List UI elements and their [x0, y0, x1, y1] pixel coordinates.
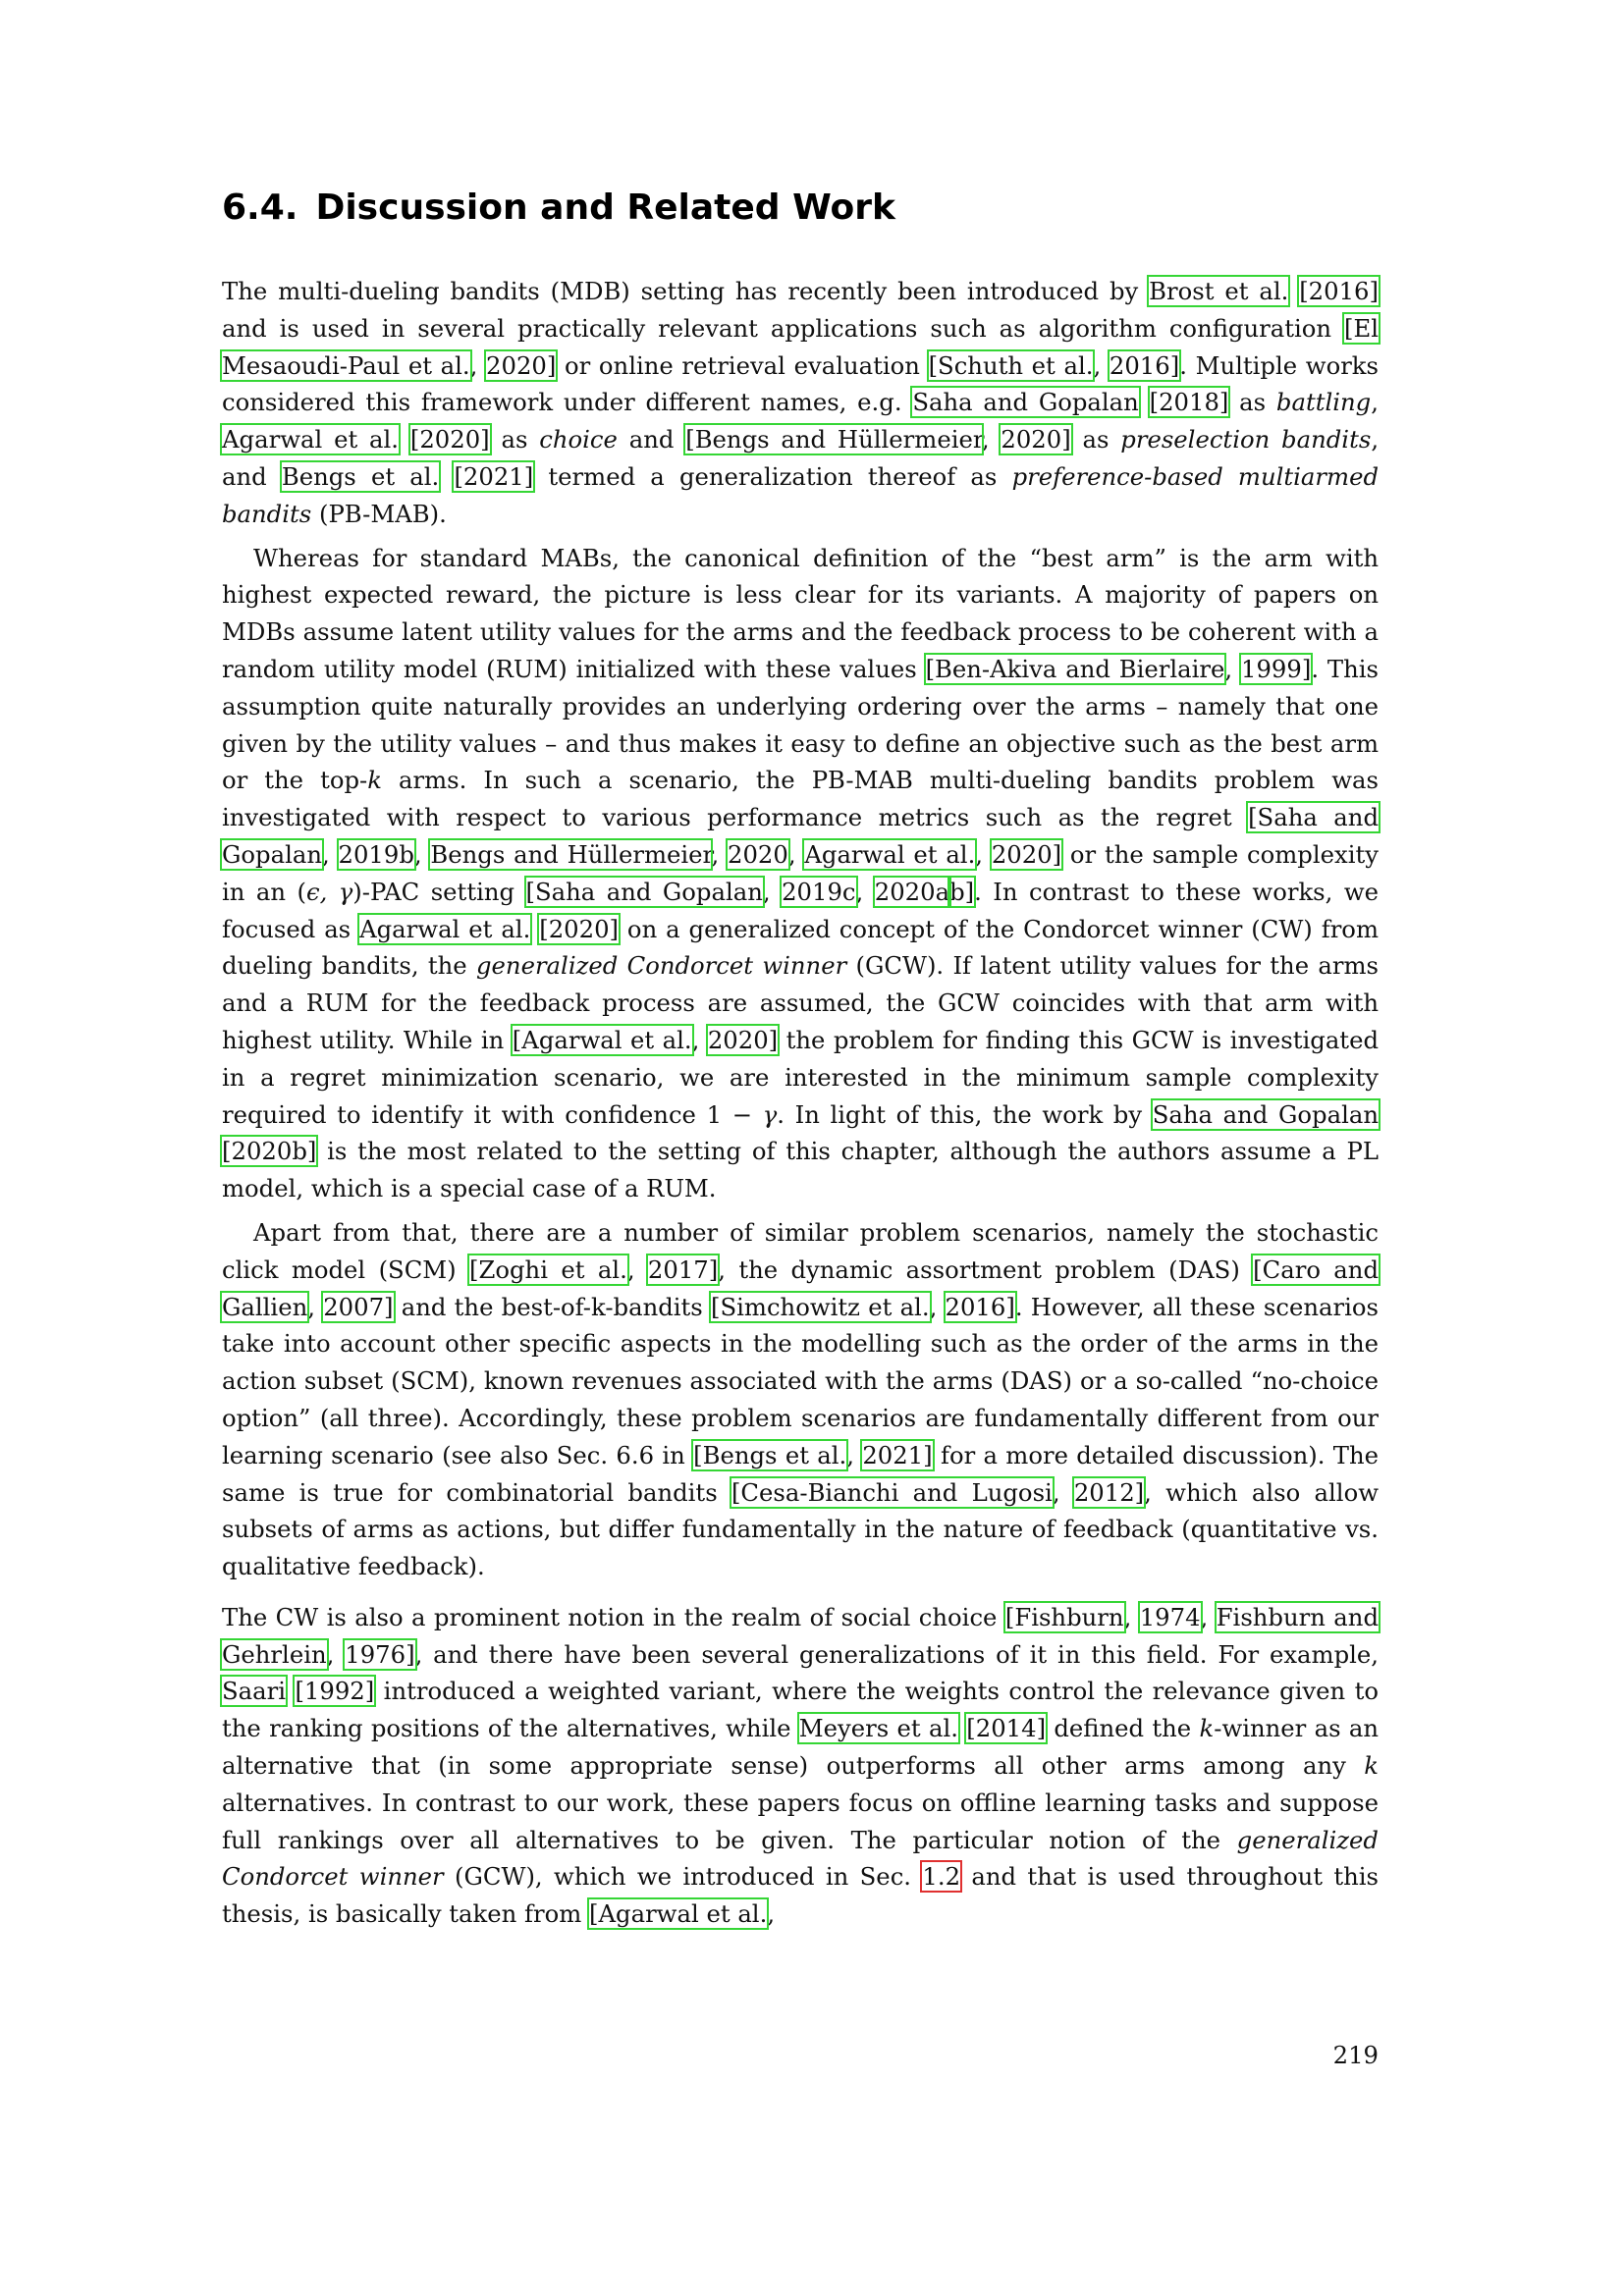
- text-run: alternatives. In contrast to our work, these papers focus on offline learning tasks and suppose full rankings over all alternatives to be given. The particular notion of the: [222, 1788, 1379, 1854]
- citation-link[interactable]: Bengs and Hüllermeier: [430, 839, 712, 869]
- text-run: [1139, 388, 1150, 416]
- citation-link[interactable]: 2020]: [707, 1025, 779, 1054]
- citation-link[interactable]: [Bengs et al.: [693, 1440, 847, 1469]
- citation-link[interactable]: Agarwal et al.: [222, 425, 400, 454]
- text-run: Whereas for standard MABs, the canonical definition of the “best arm” is the arm with highest expected reward, the picture is less clear for its variants. A majority of papers on MDBs assume latent utility values for the arms and the feedback process to be coherent with a random utility model (RUM) initialized with these values: [222, 543, 1379, 683]
- emphasis-text: generalized Condorcet winner: [222, 1825, 1379, 1892]
- citation-link[interactable]: 2021]: [862, 1440, 933, 1469]
- text-run: . However, all these scenarios take into account other specific aspects in the modelling such as the order of the arms in the action subset (SCM), known revenues associated with the arms (DAS) or a so-called “no-choice option” (all three). Accordingly, these problem scenarios are fundamentally different from our learning scenario (see also Sec. 6.6 in: [222, 1292, 1379, 1469]
- citation-link[interactable]: [2020]: [409, 425, 490, 454]
- text-run: The multi-dueling bandits (MDB) setting has recently been introduced by: [222, 277, 1150, 305]
- text-run: [399, 425, 410, 454]
- text-run: termed a generalization thereof as: [533, 461, 1012, 491]
- text-run: . In light of this, the work by: [777, 1099, 1153, 1129]
- emphasis-text: ϵ, γ: [305, 877, 353, 906]
- citation-link[interactable]: Saari: [222, 1677, 287, 1706]
- emphasis-text: γ: [762, 1099, 778, 1129]
- text-run: or online retrieval evaluation: [556, 350, 929, 380]
- text-run: , which also allow subsets of arms as actions, but differ fundamentally in the nature of feedback (quantitative vs. qualitative feedback).: [222, 1477, 1379, 1581]
- text-run: as: [1070, 425, 1121, 454]
- emphasis-text: preference-based multiarmed bandits: [222, 461, 1379, 528]
- citation-link[interactable]: 2016]: [1109, 350, 1180, 380]
- section-number: 6.4.: [222, 187, 298, 228]
- citation-link[interactable]: [1992]: [295, 1677, 375, 1706]
- text-run: ,: [413, 839, 431, 869]
- citation-link[interactable]: 2020: [727, 839, 788, 869]
- text-run: [1288, 277, 1299, 305]
- citation-link[interactable]: 2017]: [647, 1255, 719, 1284]
- text-run: ,: [929, 1292, 946, 1321]
- emphasis-text: choice: [539, 425, 618, 454]
- text-run: ,: [626, 1255, 648, 1284]
- emphasis-text: generalized Condorcet winner: [475, 951, 847, 981]
- text-run: Apart from that, there are a number of similar problem scenarios, namely the stochastic click model (SCM): [222, 1217, 1379, 1284]
- text-run: ,: [326, 1639, 346, 1669]
- text-run: ,: [1200, 1602, 1217, 1631]
- text-run: the problem for finding this GCW is investigated in a regret minimization scenario, we are interested in the minimum sample complexity required to identify it with confidence 1 −: [222, 1025, 1379, 1129]
- citation-link[interactable]: 2019c: [782, 877, 856, 906]
- emphasis-text: k: [367, 766, 382, 795]
- citation-link[interactable]: Agarwal et al.: [804, 839, 976, 869]
- text-run: -winner as an alternative that (in some appropriate sense) outperforms all other arms among any: [222, 1714, 1379, 1781]
- text-run: ,: [1093, 350, 1110, 380]
- citation-link[interactable]: [El Mesaoudi-Paul et al.: [222, 313, 1379, 380]
- citation-link[interactable]: [Saha and Gopalan: [222, 803, 1379, 869]
- citation-link[interactable]: 2012]: [1073, 1477, 1145, 1507]
- text-run: on a generalized concept of the Condorcet winner (CW) from dueling bandits, the: [222, 914, 1379, 981]
- text-run: , and: [222, 425, 1380, 491]
- text-run: ,: [975, 839, 992, 869]
- citation-link[interactable]: [Caro and Gallien: [222, 1255, 1379, 1321]
- text-run: as: [489, 425, 540, 454]
- emphasis-text: k: [1199, 1714, 1215, 1743]
- citation-link[interactable]: 1974: [1139, 1602, 1201, 1631]
- citation-link[interactable]: Saha and Gopalan: [912, 388, 1139, 417]
- citation-link[interactable]: [2014]: [966, 1714, 1047, 1743]
- text-run: . In contrast to these works, we focused as: [222, 877, 1380, 943]
- text-run: (GCW). If latent utility values for the arms and a RUM for the feedback process are assumed, the GCW coincides with that arm with highest utility. While in: [222, 951, 1379, 1054]
- text-run: arms. In such a scenario, the PB-MAB multi-dueling bandits problem was investigated with respect to various performance metrics such as the regret: [222, 766, 1380, 832]
- text-run: for a more detailed discussion). The same is true for combinatorial bandits: [222, 1440, 1380, 1507]
- citation-link[interactable]: [2018]: [1149, 388, 1229, 417]
- citation-link[interactable]: [2020b]: [222, 1137, 317, 1166]
- citation-link[interactable]: b]: [949, 877, 975, 906]
- citation-link[interactable]: [Cesa-Bianchi and Lugosi: [731, 1477, 1053, 1507]
- citation-link[interactable]: [Fishburn: [1004, 1602, 1124, 1631]
- paragraph-1: [222, 273, 1379, 533]
- citation-link[interactable]: [Agarwal et al.: [589, 1899, 768, 1929]
- citation-link[interactable]: Brost et al.: [1149, 277, 1289, 305]
- text-run: ,: [787, 839, 805, 869]
- citation-link[interactable]: [Ben-Akiva and Bierlaire: [925, 654, 1225, 683]
- section-reference-link[interactable]: 1.2: [922, 1862, 961, 1892]
- citation-link[interactable]: [2016]: [1299, 277, 1379, 305]
- text-run: The CW is also a prominent notion in the realm of social choice: [222, 1602, 1005, 1631]
- text-run: ,: [711, 839, 728, 869]
- text-run: ,: [762, 877, 783, 906]
- citation-link[interactable]: [2021]: [454, 461, 534, 491]
- emphasis-text: preselection bandits: [1120, 425, 1372, 454]
- citation-link[interactable]: 2020]: [486, 350, 557, 380]
- citation-link[interactable]: Meyers et al.: [798, 1714, 958, 1743]
- text-run: is the most related to the setting of this chapter, although the authors assume a PL model, which is a special case of a RUM.: [222, 1137, 1379, 1203]
- page-number: 219: [1332, 2041, 1379, 2069]
- citation-link[interactable]: [Saha and Gopalan: [525, 877, 763, 906]
- text-run: )-PAC setting: [352, 877, 526, 906]
- text-run: or the sample complexity in an (: [222, 839, 1379, 906]
- text-run: defined the: [1046, 1714, 1200, 1743]
- text-run: and the best-of-k-bandits: [393, 1292, 712, 1321]
- text-run: ,: [1224, 654, 1241, 683]
- citation-link[interactable]: 2019b: [338, 839, 414, 869]
- citation-link[interactable]: 2020]: [991, 839, 1062, 869]
- text-run: ,: [1371, 388, 1379, 417]
- text-run: ,: [691, 1025, 708, 1054]
- paragraph-3: [222, 1214, 1379, 1585]
- text-run: . Multiple works considered this framework under different names, e.g.: [222, 350, 1380, 417]
- body-text: [222, 273, 1379, 1933]
- text-run: ,: [767, 1899, 776, 1929]
- citation-link[interactable]: [Schuth et al.: [928, 350, 1094, 380]
- text-run: and: [617, 425, 686, 454]
- paragraph-2: [222, 540, 1379, 1207]
- citation-link[interactable]: [Zoghi et al.: [469, 1255, 627, 1284]
- citation-link[interactable]: Bengs et al.: [281, 461, 440, 491]
- text-run: ,: [321, 839, 339, 869]
- text-run: . This assumption quite naturally provides an underlying ordering over the arms – namely that one given by the utility values – and thus makes it easy to define an objective such as the best arm or the top-: [222, 654, 1379, 795]
- citation-link[interactable]: 2020a: [874, 877, 950, 906]
- text-run: ,: [1052, 1477, 1074, 1507]
- text-run: ,: [846, 1440, 863, 1469]
- citation-link[interactable]: [2020]: [539, 914, 620, 943]
- citation-link[interactable]: [Bengs and Hüllermeier: [685, 425, 982, 454]
- text-run: (GCW), which we introduced in Sec.: [443, 1862, 923, 1892]
- text-run: introduced a weighted variant, where the weights control the relevance given to the ranking positions of the alternatives, while: [222, 1677, 1379, 1743]
- section-title: Discussion and Related Work: [315, 187, 895, 228]
- text-run: and that is used throughout this thesis, is basically taken from: [222, 1862, 1380, 1929]
- text-run: [439, 462, 454, 491]
- text-run: ,: [469, 350, 487, 380]
- citation-link[interactable]: 2020]: [1001, 425, 1071, 454]
- emphasis-text: battling: [1275, 388, 1372, 417]
- text-run: ,: [855, 877, 875, 906]
- citation-link[interactable]: 2016]: [945, 1292, 1015, 1321]
- citation-link[interactable]: Fishburn and Gehrlein: [222, 1602, 1379, 1669]
- citation-link[interactable]: [Simchowitz et al.: [711, 1292, 930, 1321]
- text-run: ,: [1123, 1602, 1140, 1631]
- citation-link[interactable]: [Agarwal et al.: [512, 1025, 692, 1054]
- section-heading: [222, 185, 895, 232]
- citation-link[interactable]: Saha and Gopalan: [1152, 1099, 1379, 1129]
- citation-link[interactable]: 2007]: [323, 1292, 394, 1321]
- text-run: , and there have been several generalizations of it in this field. For example,: [414, 1639, 1379, 1669]
- text-run: (PB-MAB).: [311, 499, 447, 528]
- citation-link[interactable]: 1999]: [1241, 654, 1312, 683]
- text-run: ,: [981, 425, 1001, 454]
- text-run: ,: [307, 1292, 324, 1321]
- text-run: [530, 915, 539, 943]
- text-run: , the dynamic assortment problem (DAS): [718, 1255, 1254, 1284]
- citation-link[interactable]: 1976]: [345, 1639, 415, 1669]
- paragraph-4: [222, 1599, 1379, 1933]
- citation-link[interactable]: Agarwal et al.: [359, 914, 531, 943]
- text-run: as: [1228, 388, 1276, 417]
- text-run: and is used in several practically relevant applications such as algorithm configuration: [222, 313, 1344, 343]
- emphasis-text: k: [1364, 1751, 1379, 1781]
